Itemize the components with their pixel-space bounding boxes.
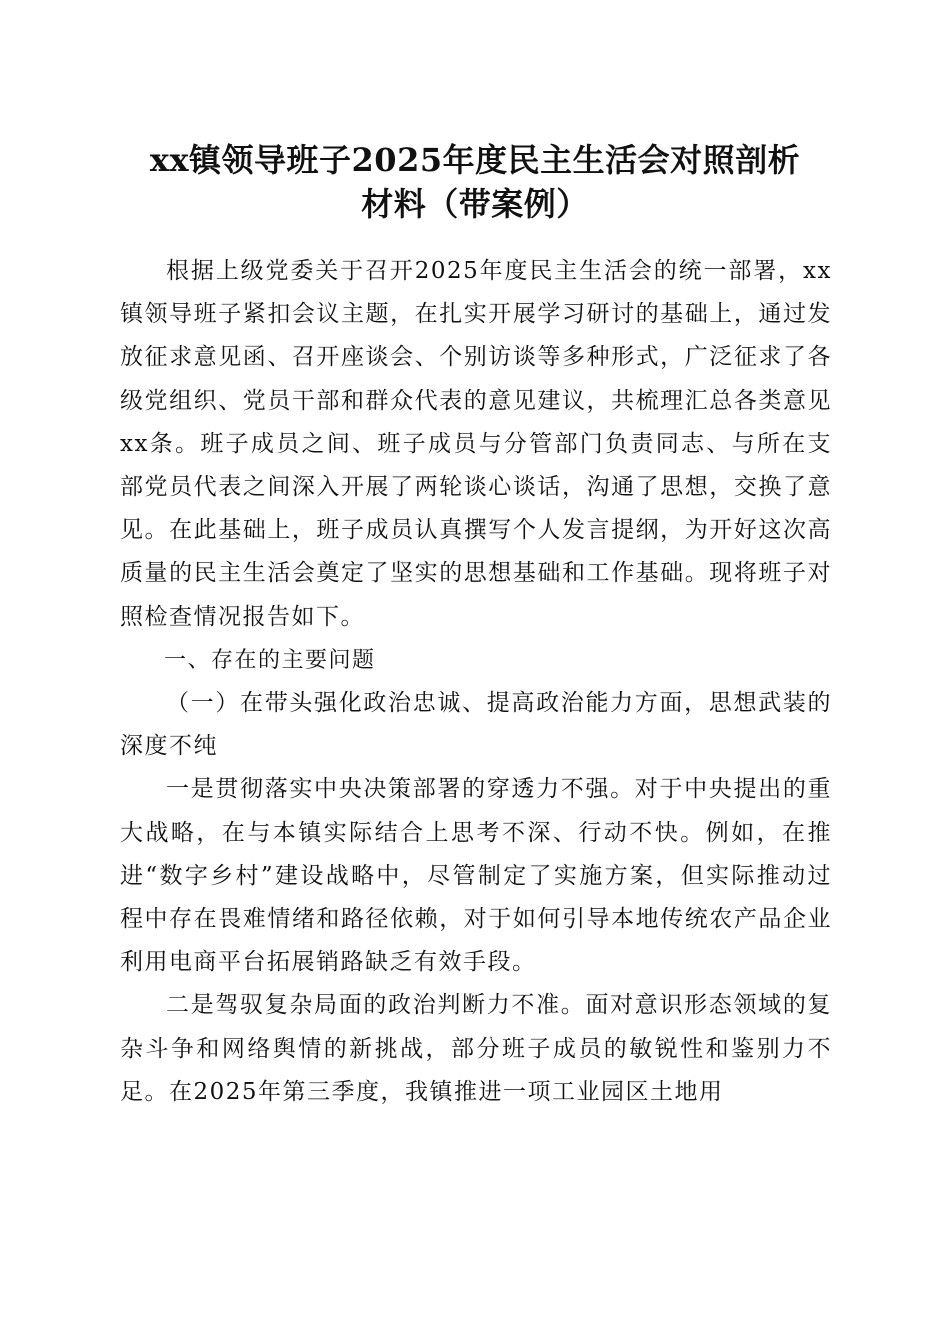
document-title-line-1: xx镇领导班子2025年度民主生活会对照剖析 — [149, 141, 801, 179]
section-heading-1: 一、存在的主要问题 — [164, 647, 376, 673]
intro-paragraph: 根据上级党委关于召开2025年度民主生活会的统一部署，xx镇领导班子紧扣会议主题，在扎实开展学习研讨的基础上，通过发放征求意见函、召开座谈会、个别访谈等多种形式，广泛征求了各级党组织、党员干部和群众代表的意见建议，共梳理汇总各类意见xx条。班子成员之间、班子成员与分管部门负责同志、与所在支部党员代表之间深入开展了两轮谈心谈话，沟通了思想，交换了意见。在此基础上，班子成员认真撰写个人发言提纲，为开好这次高质量的民主生活会奠定了坚实的思想基础和工作基础。现将班子对照检查情况报告如下。 — [120, 258, 832, 630]
point-paragraph-2: 二是驾驭复杂局面的政治判断力不准。面对意识形态领域的复杂斗争和网络舆情的新挑战，部分班子成员的敏锐性和鉴别力不足。在2025年第三季度，我镇推进一项工业园区土地用 — [120, 992, 832, 1105]
document-title-line-2: 材料（带案例） — [361, 185, 589, 223]
document-body — [120, 250, 832, 1114]
subsection-heading-1: （一）在带头强化政治忠诚、提高政治能力方面，思想武装的深度不纯 — [120, 690, 832, 760]
point-paragraph-1: 一是贯彻落实中央决策部署的穿透力不强。对于中央提出的重大战略，在与本镇实际结合上思考不深、行动不快。例如，在推进“数字乡村”建设战略中，尽管制定了实施方案，但实际推动过程中存在畏难情绪和路径依赖，对于如何引导本地传统农产品企业利用电商平台拓展销路缺乏有效手段。 — [120, 776, 832, 976]
